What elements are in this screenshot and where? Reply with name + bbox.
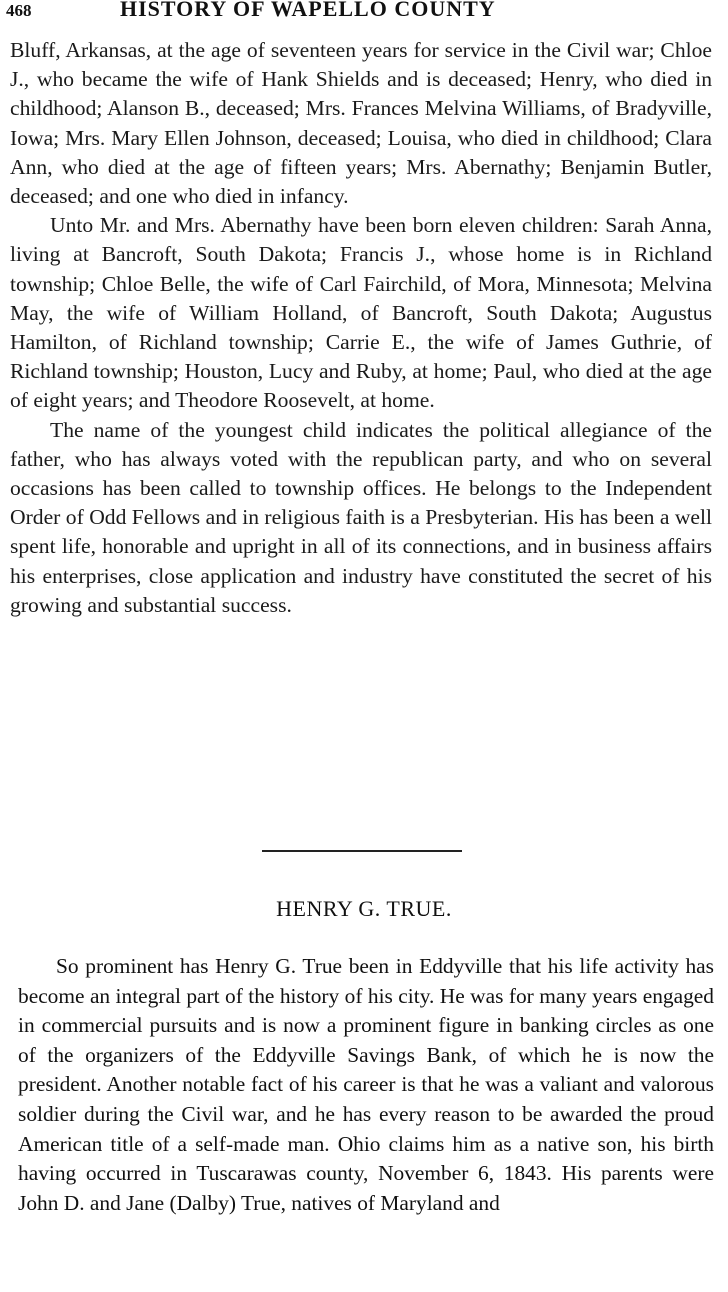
section-heading: HENRY G. TRUE. — [276, 896, 452, 921]
new-biography — [18, 952, 714, 1218]
paragraph-siblings: Bluff, Arkansas, at the age of seventeen years for service in the Civil war; Chloe J., who became the wife of Hank Shields and is deceased; Henry, who died in childhood; Alanson B., deceased; Mrs. Frances Melvina Williams, of Bradyville, Iowa; Mrs. Mary Ellen Johnson, deceased; Louisa, who died in childhood; Clara Ann, who died at the age of fifteen years; Mrs. Abernathy; Benjamin Butler, deceased; and one who died in infancy. — [10, 38, 712, 209]
paragraph-intro: So prominent has Henry G. True been in Eddyville that his life activity has become an integral part of the history of his city. He was for many years engaged in commercial pursuits and is now a prominent figure in banking circles as one of the organizers of the Eddyville Savings Bank, of which he is now the president. Another notable fact of his career is that he was a valiant and valorous soldier during the Civil war, and he has every reason to be awarded the proud American title of a self-made man. Ohio claims him as a native son, his birth having occurred in Tuscarawas county, November 6, 1843. His parents were John D. and Jane (Dalby) True, natives of Maryland and — [18, 954, 714, 1215]
running-title: HISTORY OF WAPELLO COUNTY — [120, 0, 496, 21]
section-divider — [262, 850, 462, 852]
paragraph-character: The name of the youngest child indicates the political allegiance of the father, who has always voted with the republican party, and who on several occasions has been called to township offices. He belongs to the Independent Order of Odd Fellows and in religious faith is a Presbyterian. His has been a well spent life, honorable and upright in all of its connections, and in business affairs his enterprises, close application and industry have constituted the secret of his growing and substantial success. — [10, 417, 712, 617]
continued-biography — [10, 36, 712, 620]
paragraph-children: Unto Mr. and Mrs. Abernathy have been born eleven children: Sarah Anna, living at Bancroft, South Dakota; Francis J., whose home is in Richland township; Chloe Belle, the wife of Carl Fairchild, of Mora, Minnesota; Melvina May, the wife of William Holland, of Bancroft, South Dakota; Augustus Hamilton, of Richland township; Carrie E., the wife of James Guthrie, of Richland township; Houston, Lucy and Ruby, at home; Paul, who died at the age of eight years; and Theodore Roosevelt, at home. — [10, 213, 712, 413]
running-head — [6, 0, 722, 24]
page-number: 468 — [6, 1, 32, 20]
